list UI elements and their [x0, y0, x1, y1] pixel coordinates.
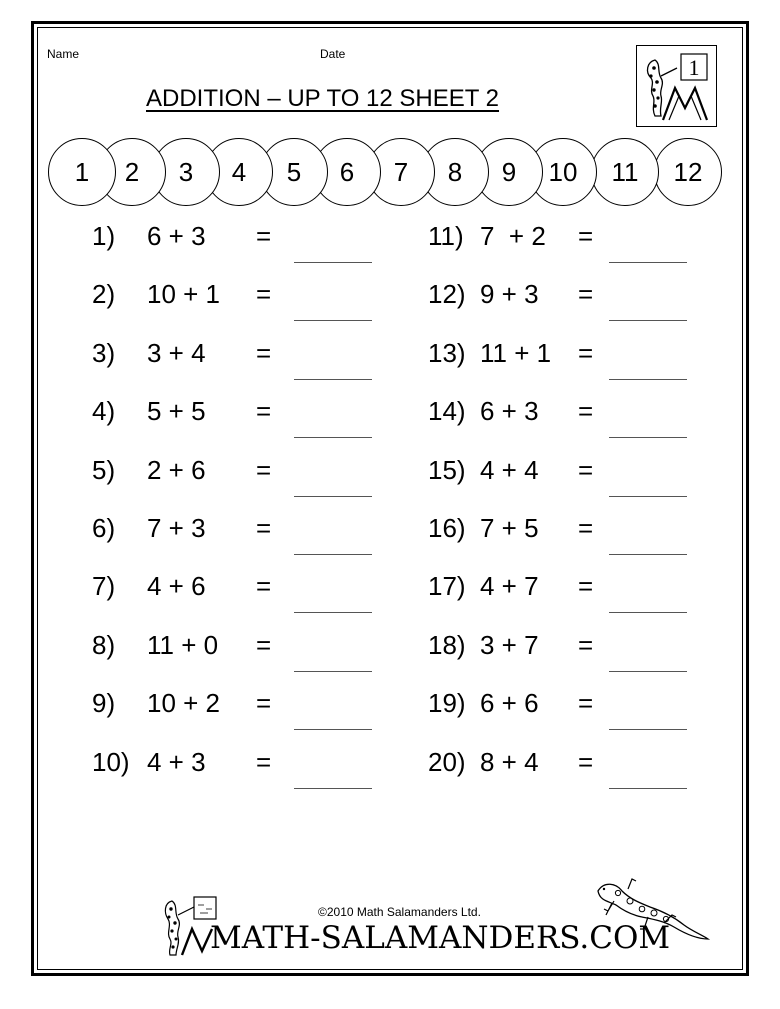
number-circle: 8: [421, 138, 489, 206]
number-circle: 6: [313, 138, 381, 206]
equals-sign: =: [578, 279, 594, 310]
equals-sign: =: [578, 221, 594, 251]
problem-expression: 3 + 4: [147, 337, 206, 368]
equals-sign: =: [578, 513, 594, 543]
answer-line[interactable]: [294, 671, 372, 672]
answer-line[interactable]: [294, 379, 372, 380]
equals-sign: =: [578, 746, 594, 777]
number-circle: 7: [367, 138, 435, 206]
answer-line[interactable]: [294, 262, 372, 263]
problem-expression: 8 + 4: [480, 746, 539, 777]
copyright-text: ©2010 Math Salamanders Ltd.: [318, 905, 481, 919]
answer-line[interactable]: [609, 788, 687, 789]
problem-expression: 10 + 1: [147, 279, 221, 310]
problem-number: 20): [428, 746, 466, 777]
answer-line[interactable]: [609, 379, 687, 380]
salamander-icon: [592, 877, 712, 952]
number-circle: 9: [475, 138, 543, 206]
problem-number: 16): [428, 513, 466, 543]
equals-sign: =: [578, 688, 594, 719]
problem-expression: 4 + 6: [147, 571, 206, 602]
badge-number: 1: [688, 55, 700, 80]
problem-number: 3): [92, 337, 116, 368]
problem-number: 5): [92, 454, 116, 485]
number-circle: 3: [152, 138, 220, 206]
problem-expression: 7 + 5: [480, 513, 539, 543]
number-circle: 5: [260, 138, 328, 206]
equals-sign: =: [578, 337, 594, 368]
problem-expression: 4 + 4: [480, 454, 539, 485]
problem-number: 13): [428, 337, 466, 368]
answer-line[interactable]: [609, 729, 687, 730]
answer-line[interactable]: [609, 262, 687, 263]
equals-sign: =: [256, 221, 272, 251]
problem-number: 19): [428, 688, 466, 719]
equals-sign: =: [256, 513, 272, 543]
equals-sign: =: [256, 571, 272, 602]
problem-expression: 10 + 2: [147, 688, 221, 719]
answer-line[interactable]: [294, 496, 372, 497]
name-label: Name: [47, 47, 80, 61]
equals-sign: =: [256, 279, 272, 310]
problem-expression: 6 + 6: [480, 688, 539, 719]
problem-number: 14): [428, 396, 466, 427]
salamander-chalkboard-icon: [158, 895, 218, 962]
problem-number: 12): [428, 279, 466, 310]
problem-expression: 4 + 7: [480, 571, 539, 602]
equals-sign: =: [256, 746, 272, 777]
answer-line[interactable]: [294, 437, 372, 438]
problem-expression: 9 + 3: [480, 279, 539, 310]
problem-number: 15): [428, 454, 466, 485]
number-circle: 10: [529, 138, 597, 206]
problem-expression: 11 + 0: [147, 629, 219, 660]
problem-number: 11): [428, 221, 464, 251]
equals-sign: =: [256, 629, 272, 660]
answer-line[interactable]: [609, 496, 687, 497]
answer-line[interactable]: [294, 612, 372, 613]
problem-expression: 7 + 2: [480, 221, 546, 251]
problem-number: 6): [92, 513, 116, 543]
equals-sign: =: [256, 688, 272, 719]
number-circle: 2: [98, 138, 166, 206]
problem-number: 4): [92, 396, 116, 427]
answer-line[interactable]: [294, 554, 372, 555]
problem-expression: 2 + 6: [147, 454, 206, 485]
sheet-title: ADDITION – UP TO 12 SHEET 2: [146, 85, 500, 112]
equals-sign: =: [578, 571, 594, 602]
problem-expression: 6 + 3: [480, 396, 539, 427]
answer-line[interactable]: [294, 788, 372, 789]
problem-number: 7): [92, 571, 116, 602]
problem-number: 17): [428, 571, 466, 602]
problem-expression: 5 + 5: [147, 396, 206, 427]
number-circle: 11: [591, 138, 659, 206]
site-name: MATH-SALAMANDERS.COM: [210, 920, 671, 956]
problem-expression: 3 + 7: [480, 629, 539, 660]
equals-sign: =: [578, 629, 594, 660]
answer-line[interactable]: [294, 729, 372, 730]
problem-number: 18): [428, 629, 466, 660]
number-circle: 1: [48, 138, 116, 206]
problem-expression: 4 + 3: [147, 746, 206, 777]
answer-line[interactable]: [609, 554, 687, 555]
date-label: Date: [320, 47, 346, 61]
equals-sign: =: [256, 337, 272, 368]
problem-number: 10): [92, 746, 130, 777]
problem-number: 9): [92, 688, 116, 719]
problem-expression: 7 + 3: [147, 513, 206, 543]
equals-sign: =: [256, 454, 272, 485]
answer-line[interactable]: [609, 437, 687, 438]
equals-sign: =: [578, 454, 594, 485]
problem-expression: 11 + 1: [480, 337, 552, 368]
answer-line[interactable]: [294, 320, 372, 321]
answer-line[interactable]: [609, 320, 687, 321]
answer-line[interactable]: [609, 612, 687, 613]
problem-number: 1): [92, 221, 116, 251]
equals-sign: =: [256, 396, 272, 427]
problem-number: 2): [92, 279, 116, 310]
answer-line[interactable]: [609, 671, 687, 672]
number-circle: 4: [205, 138, 273, 206]
number-circle: 12: [654, 138, 722, 206]
problem-expression: 6 + 3: [147, 221, 206, 251]
equals-sign: =: [578, 396, 594, 427]
problem-number: 8): [92, 629, 116, 660]
salamander-logo-icon: [636, 45, 717, 127]
